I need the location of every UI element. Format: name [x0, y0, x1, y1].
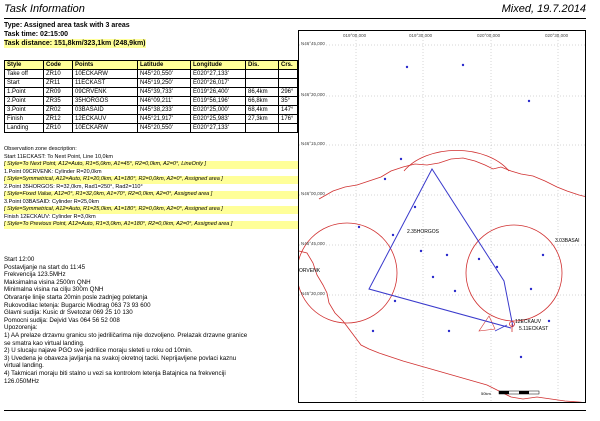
header-divider — [4, 18, 586, 19]
observation-zone-description — [4, 146, 298, 229]
table-row — [5, 97, 298, 106]
turnpoint-table — [4, 60, 298, 133]
note-line: Start 12:00 — [4, 256, 35, 263]
table-row — [5, 124, 298, 133]
table-row — [5, 88, 298, 97]
task-summary — [4, 21, 294, 48]
cell-course: 35° — [279, 97, 298, 106]
observation-line: 2.Point 35HORGOS: R=32,0km, Rad1=250°, Rad2=110° — [4, 183, 143, 190]
cell-code: ZR10 — [44, 124, 73, 133]
note-line: Postavljanje na start do 11:45 — [4, 263, 86, 271]
cell-point: 09CRVENK — [73, 88, 138, 97]
cell-latitude: N45°38,233' — [138, 106, 191, 115]
note-line: 3) Uvedena je obaveza javljanja na svakoj okretnoj tacki. Neprijavljene povlaci kaznu — [4, 354, 237, 362]
country-border — [299, 158, 586, 403]
start-line — [495, 325, 507, 331]
note-line: 2) U slucaju najave PGO sve jedrilice moraju sleteti u roku od 10min. — [4, 347, 193, 355]
cell-distance — [246, 79, 279, 88]
cell-latitude: N45°39,733' — [138, 88, 191, 97]
cell-style: 2.Point — [5, 97, 44, 106]
cell-point: 35HORGOS — [73, 97, 138, 106]
table-row — [5, 79, 298, 88]
note-line: Rukovodilac letenja: Bugarcic Miodrag 063 73 93 600 — [4, 301, 151, 309]
observation-line: Start 11ECKAST: To Next Point, Line 10,0km — [4, 153, 113, 160]
longitude-label: 020°00,000 — [477, 33, 501, 38]
table-row — [5, 115, 298, 124]
map-canvas — [299, 31, 586, 403]
cell-code: ZR10 — [44, 70, 73, 79]
cell-style: Landing — [5, 124, 44, 133]
scale-label: 50km — [481, 391, 491, 396]
cell-point: 10ECKARW — [73, 70, 138, 79]
task-route — [369, 169, 513, 328]
latitude-label: N46°30,000 — [301, 92, 325, 97]
competition-date: Mixed, 19.7.2014 — [501, 3, 586, 15]
latitude-label: N45°30,000 — [301, 291, 325, 296]
cell-course — [279, 79, 298, 88]
note-line: Glavni sudija: Kusic dr Svetozar 069 25 10 130 — [4, 309, 133, 317]
cell-course: 176° — [279, 115, 298, 124]
waypoint-markers — [358, 64, 550, 358]
observation-line: Finish 12ECKAUV: Cylinder R=3,0km — [4, 213, 96, 220]
table-row — [5, 106, 298, 115]
note-line: Pomocni sudija: Dejvid Vas 064 56 52 008 — [4, 316, 120, 324]
cell-style: 1.Point — [5, 88, 44, 97]
cell-distance: 86,4km — [246, 88, 279, 97]
cell-style: 3.Point — [5, 106, 44, 115]
cell-latitude: N45°19,250' — [138, 79, 191, 88]
cell-longitude: E020°26,017' — [191, 79, 246, 88]
waypoint-label-basaid: 3.03BASAI — [555, 238, 580, 244]
cell-point: 12ECKAUV — [73, 115, 138, 124]
column-header: Code — [44, 61, 73, 70]
cell-code: ZR11 — [44, 79, 73, 88]
observation-detail: [ Style=Fixed Value, A12=0°, R1=32,0km, A1=70°, R2=0,0km, A2=0°, Assigned area ] — [4, 191, 298, 199]
zone-basaid — [466, 225, 562, 321]
start-sector — [479, 316, 495, 331]
map-grid — [299, 31, 586, 403]
longitude-label: 020°30,000 — [545, 33, 569, 38]
cell-course: 147° — [279, 106, 298, 115]
observation-detail: [ Style=Symmetrical, A12=Auto, R1=20,0km, A1=180°, R2=0,0km, A2=0°, Assigned area ] — [4, 176, 298, 184]
task-type: Type: Assigned area task with 3 areas — [4, 22, 130, 29]
latitude-label: N46°15,000 — [301, 141, 325, 146]
cell-distance: 68,4km — [246, 106, 279, 115]
latitude-label: N46°00,000 — [301, 191, 325, 196]
column-header: Crs. — [279, 61, 298, 70]
latitude-label: N46°45,000 — [301, 41, 325, 46]
cell-distance: 66,8km — [246, 97, 279, 106]
cell-point: 03BASAID — [73, 106, 138, 115]
cell-distance — [246, 124, 279, 133]
cell-style: Take off — [5, 70, 44, 79]
observation-detail: [ Style=To Next Point, A12=Auto, R1=5,0km, A1=45°, R2=0,0km, A2=0°, LineOnly ] — [4, 161, 298, 169]
cell-distance — [246, 70, 279, 79]
observation-detail: [ Style=To Previous Point, A12=Auto, R1=3,0km, A1=180°, R2=0,0km, A2=0°, Assigned area ] — [4, 221, 298, 229]
longitude-label: 019°00,000 — [343, 33, 367, 38]
column-header: Style — [5, 61, 44, 70]
footer-divider — [4, 410, 586, 411]
task-time: Task time: 02:15:00 — [4, 31, 69, 38]
table-row — [5, 70, 298, 79]
observation-detail: [ Style=Symmetrical, A12=Auto, R1=25,0km, A1=180°, R2=0,0km, A2=0°, Assigned area ] — [4, 206, 298, 214]
cell-code: ZR02 — [44, 106, 73, 115]
cell-distance: 27,3km — [246, 115, 279, 124]
cell-course — [279, 124, 298, 133]
note-line: se smatra kao virtual landing. — [4, 339, 85, 347]
cell-longitude: E020°27,133' — [191, 70, 246, 79]
task-distance: Task distance: 151,8km/323,1km (248,9km) — [4, 40, 146, 47]
observation-line: 3.Point 03BASAID: Cylinder R=25,0km — [4, 198, 99, 205]
cell-latitude: N45°20,550' — [138, 124, 191, 133]
cell-point: 11ECKAST — [73, 79, 138, 88]
cell-course: 296° — [279, 88, 298, 97]
note-line: Upozorenja: — [4, 324, 38, 332]
note-line: Otvaranje linije starta 20min posle zadnjeg poletanja — [4, 293, 148, 301]
task-map[interactable] — [298, 30, 586, 403]
note-line: Maksimalna visina 2500m QNH — [4, 278, 91, 286]
cell-longitude: E019°26,400' — [191, 88, 246, 97]
observation-heading: Observation zone description: — [4, 146, 77, 152]
note-line: Frekvencija 123.5MHz — [4, 271, 66, 279]
cell-code: ZR09 — [44, 88, 73, 97]
cell-longitude: E020°25,983' — [191, 115, 246, 124]
cell-latitude: N45°21,917' — [138, 115, 191, 124]
cell-code: ZR12 — [44, 115, 73, 124]
note-line: 126.050MHz — [4, 377, 40, 385]
cell-latitude: N46°09,211' — [138, 97, 191, 106]
note-line: 4) Takmicari moraju biti stalno u vezi sa kontrolom letenja Batajnica na frekvenciji — [4, 369, 226, 377]
latitude-label: N45°45,000 — [301, 241, 325, 246]
cell-latitude: N45°20,550' — [138, 70, 191, 79]
cell-longitude: E020°27,133' — [191, 124, 246, 133]
cell-code: ZR35 — [44, 97, 73, 106]
column-header: Longitude — [191, 61, 246, 70]
note-line: virtual landing. — [4, 362, 44, 370]
waypoint-label-crvenk: ORVENK — [299, 268, 321, 274]
briefing-notes — [4, 256, 294, 385]
page-title: Task Information — [4, 3, 85, 15]
cell-course — [279, 70, 298, 79]
cell-point: 10ECKARW — [73, 124, 138, 133]
zone-horgos-sector — [404, 150, 509, 171]
waypoint-label-eckast: 5.11ECKAST — [519, 326, 549, 332]
column-header: Latitude — [138, 61, 191, 70]
table-header-row — [5, 61, 298, 70]
cell-longitude: E020°25,000' — [191, 106, 246, 115]
note-line: Minimalna visina na cilju 300m QNH — [4, 286, 104, 294]
cell-longitude: E019°56,196' — [191, 97, 246, 106]
cell-style: Finish — [5, 115, 44, 124]
note-line: 1) AA prelaze drzavnu granicu sto jedriličarima nije dozvoljeno. Prelazak drzavne granice — [4, 331, 248, 339]
observation-line: 1.Point 09CRVENK: Cylinder R=20,0km — [4, 168, 102, 175]
column-header: Points — [73, 61, 138, 70]
longitude-label: 019°30,000 — [409, 33, 433, 38]
waypoint-label-horgos: 2.35HORGOS — [407, 229, 439, 235]
cell-style: Start — [5, 79, 44, 88]
waypoint-label-eckauv: 12ECKAUV — [515, 319, 542, 325]
column-header: Dis. — [246, 61, 279, 70]
